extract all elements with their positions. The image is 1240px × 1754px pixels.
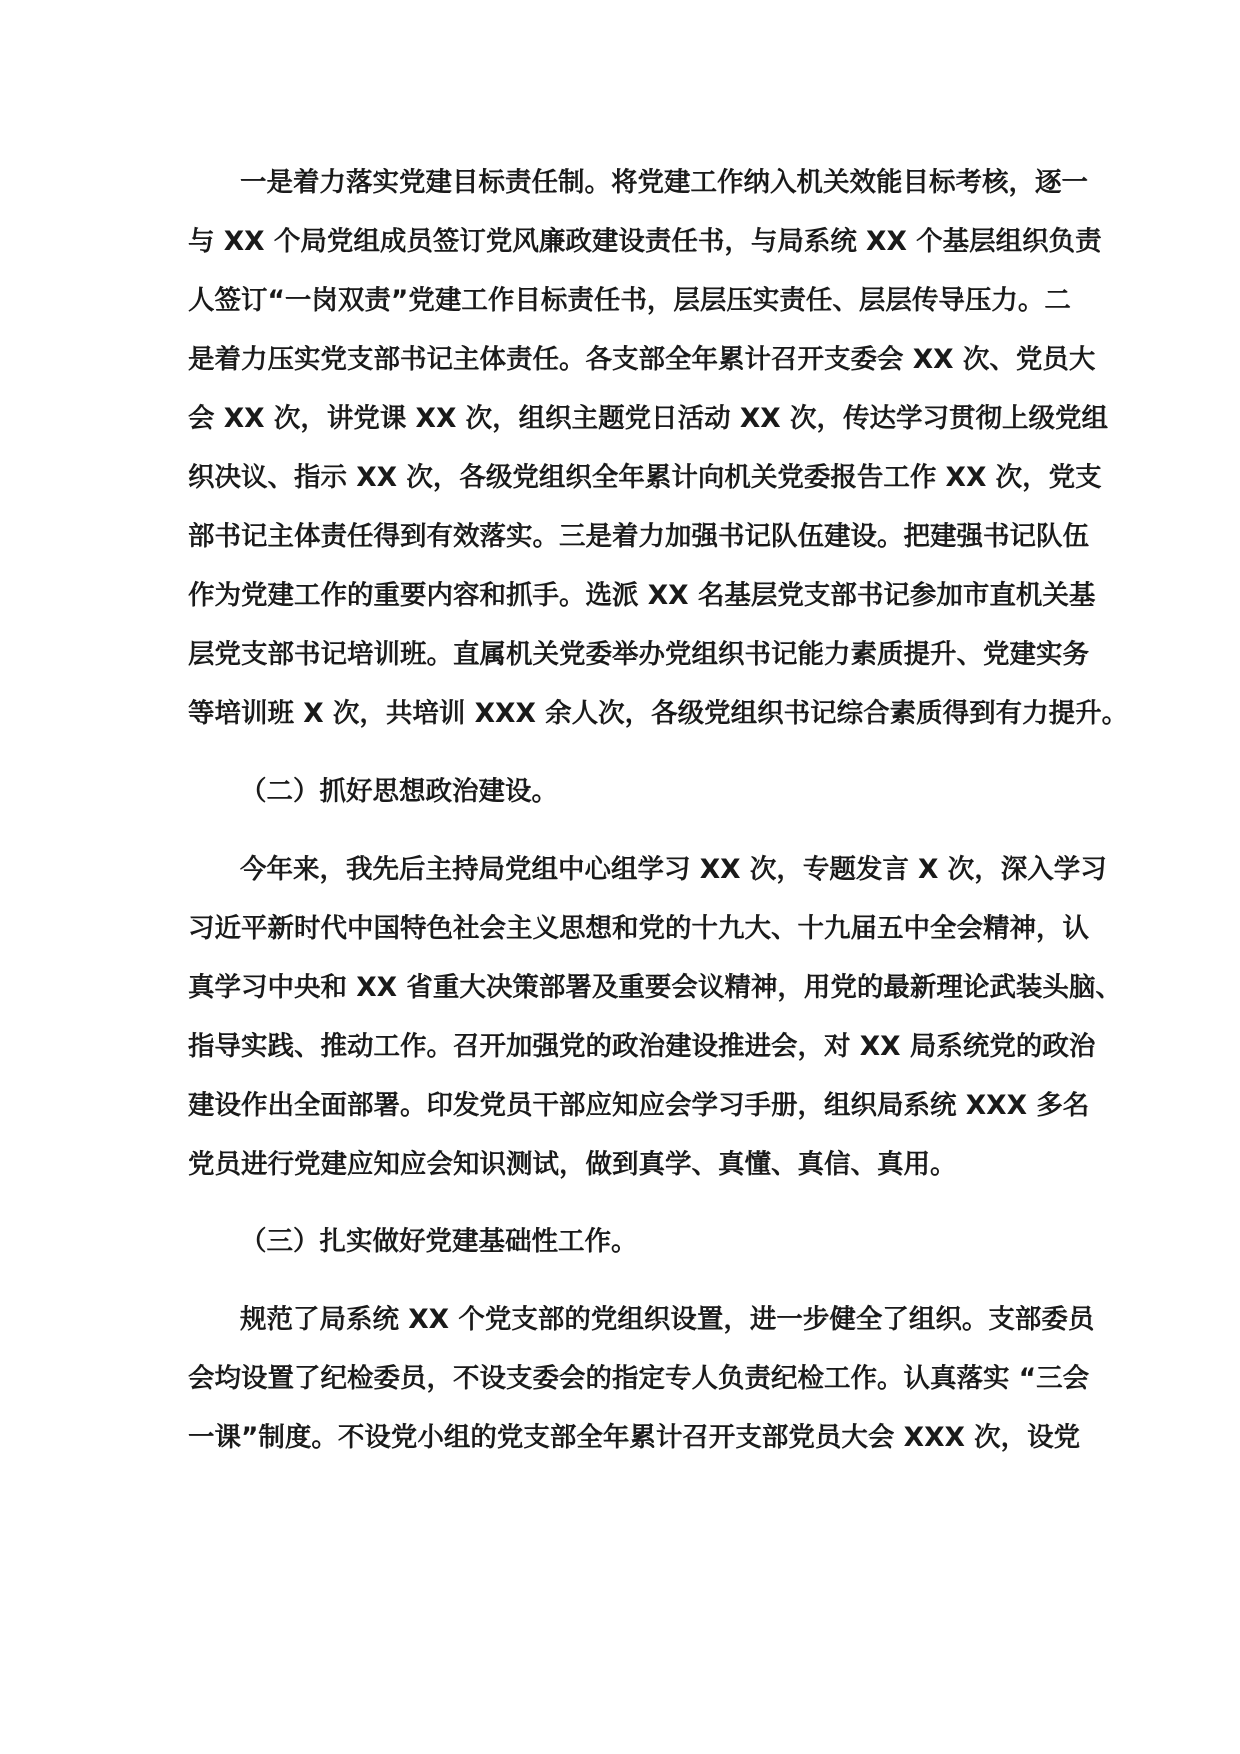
paragraph-2-line-6: 党员进行党建应知应会知识测试，做到真学、真懂、真信、真用。	[188, 1149, 957, 1180]
paragraph-1-line-8: 作为党建工作的重要内容和抓手。选派 XX 名基层党支部书记参加市直机关基	[188, 580, 1096, 611]
paragraph-2-line-2: 习近平新时代中国特色社会主义思想和党的十九大、十九届五中全会精神，认	[188, 913, 1089, 944]
paragraph-1-line-10: 等培训班 X 次，共培训 XXX 余人次，各级党组织书记综合素质得到有力提升。	[188, 698, 1129, 729]
paragraph-3-line-3: 一课”制度。不设党小组的党支部全年累计召开支部党员大会 XXX 次，设党	[188, 1422, 1081, 1453]
paragraph-1-line-9: 层党支部书记培训班。直属机关党委举办党组织书记能力素质提升、党建实务	[188, 639, 1089, 670]
paragraph-1-line-3: 人签订“一岗双责”党建工作目标责任书，层层压实责任、层层传导压力。二	[188, 285, 1071, 316]
paragraph-1-line-1: 一是着力落实党建目标责任制。将党建工作纳入机关效能目标考核，逐一	[240, 167, 1088, 198]
paragraph-3-line-2: 会均设置了纪检委员，不设支委会的指定专人负责纪检工作。认真落实 “三会	[188, 1363, 1090, 1394]
paragraph-1-line-2: 与 XX 个局党组成员签订党风廉政建设责任书，与局系统 XX 个基层组织负责	[188, 226, 1102, 257]
paragraph-2-line-3: 真学习中央和 XX 省重大决策部署及重要会议精神，用党的最新理论武装头脑、	[188, 972, 1122, 1003]
paragraph-1-line-7: 部书记主体责任得到有效落实。三是着力加强书记队伍建设。把建强书记队伍	[188, 521, 1089, 552]
paragraph-2-line-1: 今年来，我先后主持局党组中心组学习 XX 次，专题发言 X 次，深入学习	[240, 854, 1107, 885]
paragraph-2-line-5: 建设作出全面部署。印发党员干部应知应会学习手册，组织局系统 XXX 多名	[188, 1090, 1090, 1121]
section-heading-2: （二）抓好思想政治建设。	[240, 776, 558, 807]
paragraph-1-line-6: 织决议、指示 XX 次，各级党组织全年累计向机关党委报告工作 XX 次，党支	[188, 462, 1102, 493]
section-heading-3: （三）扎实做好党建基础性工作。	[240, 1226, 638, 1257]
paragraph-1-line-5: 会 XX 次，讲党课 XX 次，组织主题党日活动 XX 次，传达学习贯彻上级党组	[188, 403, 1108, 434]
paragraph-1-line-4: 是着力压实党支部书记主体责任。各支部全年累计召开支委会 XX 次、党员大	[188, 344, 1096, 375]
paragraph-2-line-4: 指导实践、推动工作。召开加强党的政治建设推进会，对 XX 局系统党的政治	[188, 1031, 1096, 1062]
paragraph-3-line-1: 规范了局系统 XX 个党支部的党组织设置，进一步健全了组织。支部委员	[240, 1304, 1095, 1335]
